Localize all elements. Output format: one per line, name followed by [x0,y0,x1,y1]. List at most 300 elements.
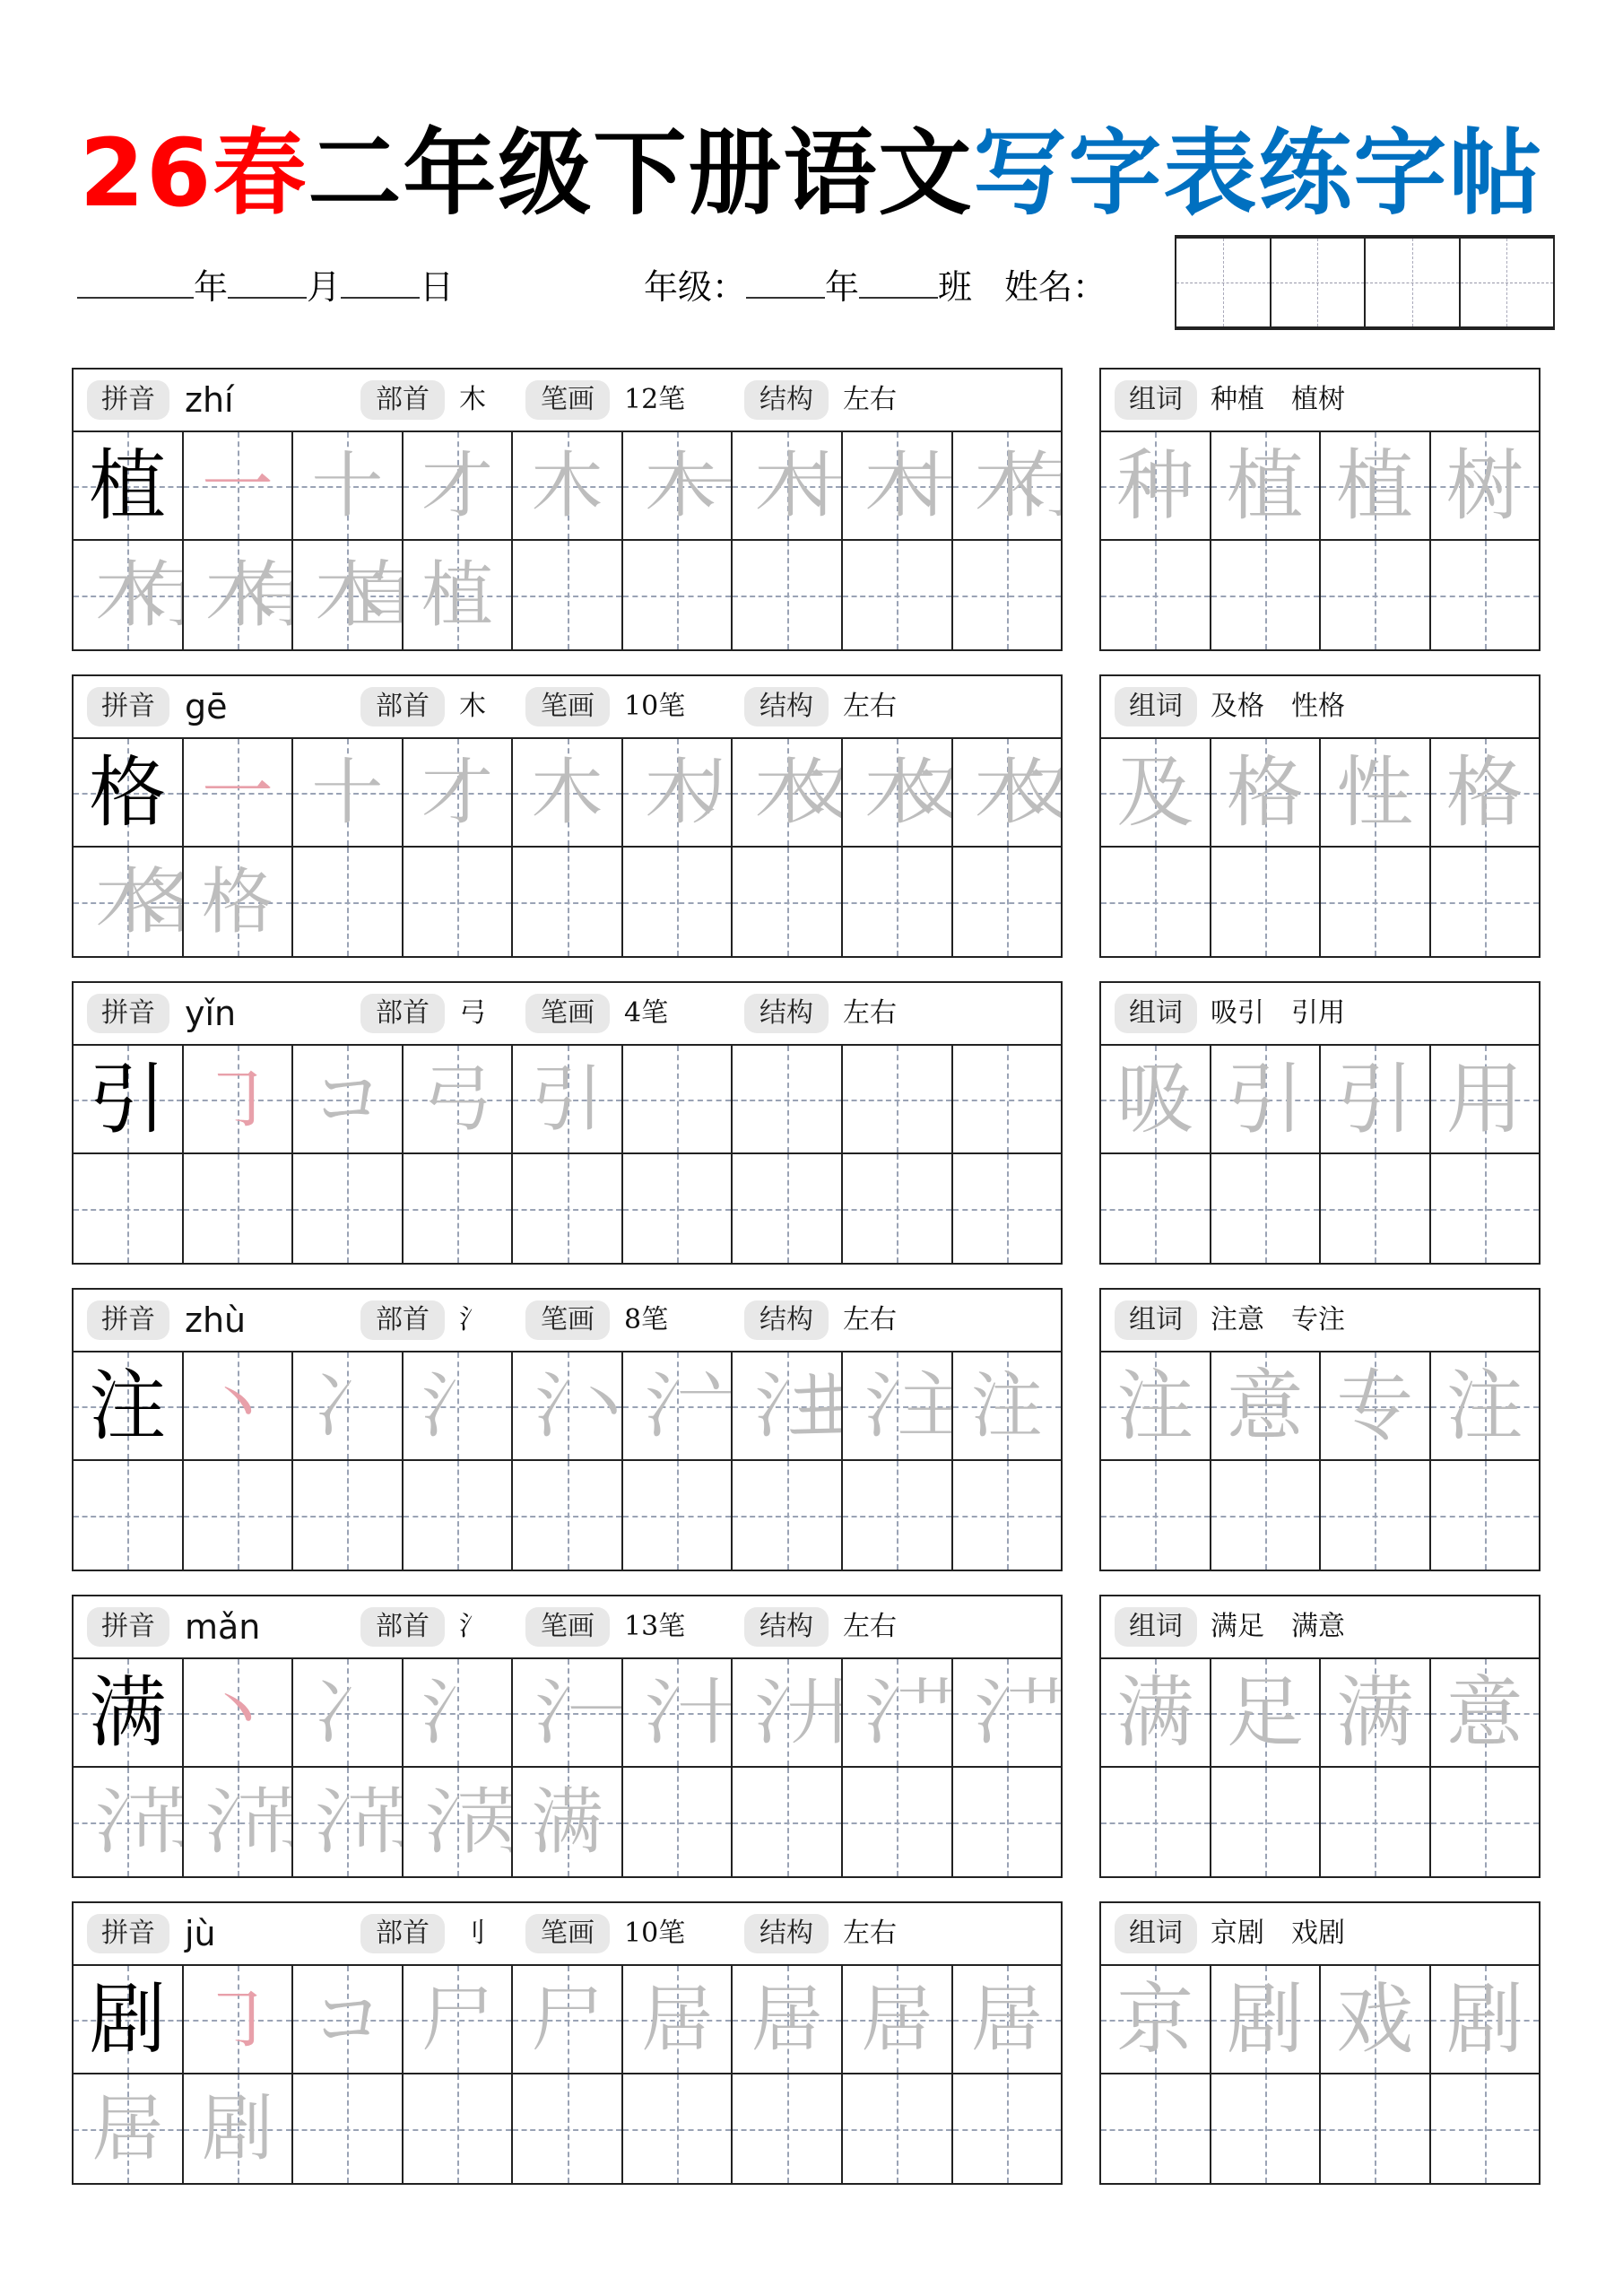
stroke-order-cell [953,1352,1062,1459]
stroke-step-glyph: 冫 [311,1670,384,1754]
practice-cell[interactable] [1431,1768,1540,1876]
word-trace-char: 引 [1336,1054,1414,1144]
practice-cell[interactable] [953,2074,1062,2183]
model-char-cell [74,1352,184,1459]
title-sub: 写字表练字帖 [973,118,1544,228]
day-label: 日 [420,267,455,307]
stroke-step-glyph: 十 [311,443,384,527]
word-trace-char: 吸 [1116,1054,1194,1144]
stroke-order-cell [293,432,404,539]
word-trace-char: 专 [1336,1361,1414,1451]
practice-cell[interactable] [953,1046,1062,1152]
stroke-step-glyph: 引 [531,1057,603,1141]
stroke-order-cell [843,432,953,539]
word-trace-cell [1211,739,1322,846]
structure-value: 左右 [843,691,897,722]
stroke-order-cell [184,1768,294,1876]
pinyin-value: mǎn [185,1607,261,1647]
grid-row [1101,1768,1539,1876]
model-char: 引 [89,1054,167,1144]
stroke-order-cell [953,1966,1062,2073]
stroke-order-cell [404,1659,514,1766]
practice-cell[interactable] [1321,541,1431,649]
grid-row [1101,848,1539,956]
stroke-order-cell [733,1659,843,1766]
practice-cell[interactable] [843,2074,953,2183]
grid-row [74,541,1061,649]
stroke-step-glyph: 木各 [95,859,161,944]
practice-cell[interactable] [293,2074,404,2183]
year-blank[interactable] [77,261,194,299]
stroke-step-glyph: コ [311,1977,384,2061]
stroke-step-glyph: 木夂 [754,750,820,834]
practice-cell[interactable] [1431,848,1540,956]
name-box[interactable] [1270,239,1365,326]
practice-cell[interactable] [404,2074,514,2183]
stroke-order-cell [953,432,1062,539]
word-trace-cell [1101,1046,1211,1152]
structure-label: 结构 [744,1300,829,1340]
grid-row [74,1352,1061,1461]
radical-label: 部首 [360,1914,445,1953]
practice-cell[interactable] [953,848,1062,956]
structure-value: 左右 [843,1918,897,1949]
grid-row [1101,541,1539,649]
stroke-order-cell [953,1659,1062,1766]
word-trace-char: 意 [1445,1667,1523,1758]
stroke-step-glyph: 注 [970,1363,1043,1448]
stroke-order-cell [733,1352,843,1459]
word-practice-block [1099,981,1541,1265]
stroke-step-glyph: 尸 [421,1977,493,2061]
radical-value: 刂 [459,1918,486,1949]
model-char-cell [74,1966,184,2073]
word-trace-char: 注 [1116,1361,1194,1451]
grid-row [74,1659,1061,1768]
radical-value: 氵 [459,1611,486,1642]
practice-cell[interactable] [843,541,953,649]
practice-cell[interactable] [1101,1461,1211,1570]
word-trace-cell [1431,1046,1540,1152]
grade-blank[interactable] [746,261,825,299]
practice-cell[interactable] [1101,848,1211,956]
practice-cell[interactable] [74,1461,184,1570]
structure-value: 左右 [843,384,897,415]
word-trace-char: 性 [1336,747,1414,838]
stroke-order-cell [293,1768,404,1876]
practice-cell[interactable] [1431,1154,1540,1263]
practice-cell[interactable] [843,1154,953,1263]
practice-cell[interactable] [733,848,843,956]
stroke-order-cell [623,739,733,846]
stroke-step-glyph: 十 [311,750,384,834]
practice-cell[interactable] [733,1154,843,1263]
stroke-order-cell [184,1046,294,1152]
practice-cell[interactable] [623,2074,733,2183]
model-char: 植 [89,440,167,531]
grid-row [74,2074,1061,2183]
stroke-order-cell [953,739,1062,846]
practice-cell[interactable] [733,1768,843,1876]
practice-cell[interactable] [1211,848,1322,956]
strokes-value: 8笔 [624,1304,669,1335]
grid-row [74,848,1061,956]
word-trace-char: 引 [1226,1054,1304,1144]
stroke-step-glyph: 氵𠀎 [754,1363,820,1448]
stroke-step-glyph: 居 [861,1977,933,2061]
name-box[interactable] [1364,239,1459,326]
model-char-cell [74,1046,184,1152]
stroke-order-cell [184,541,294,649]
stroke-order-cell [623,1352,733,1459]
practice-cell[interactable] [623,1461,733,1570]
practice-cell[interactable] [1211,2074,1322,2183]
word-trace-cell [1321,739,1431,846]
date-line [77,260,454,314]
class-blank[interactable] [859,261,938,299]
stroke-step-glyph: 木十 [864,443,930,527]
name-box[interactable] [1175,239,1270,326]
stroke-step-glyph: コ [311,1057,384,1141]
model-char: 满 [89,1667,167,1758]
stroke-order-cell [184,1352,294,1459]
practice-cell[interactable] [1211,1154,1322,1263]
stroke-order-cell [293,1659,404,1766]
stroke-step-glyph: 木夂 [974,750,1039,834]
practice-cell[interactable] [184,1154,294,1263]
word-trace-char: 戏 [1336,1974,1414,2065]
char-practice-block [72,1901,1063,2185]
pinyin-label: 拼音 [87,1300,169,1340]
grid-row [1101,1461,1539,1570]
stroke-order-cell [513,1966,623,2073]
char-info-header [74,1290,1061,1352]
word-trace-cell [1211,1352,1322,1459]
practice-cell[interactable] [953,1154,1062,1263]
practice-cell[interactable] [513,541,623,649]
practice-cell[interactable] [1321,1154,1431,1263]
grid-row [74,1461,1061,1570]
stroke-order-cell [733,739,843,846]
pinyin-label: 拼音 [87,994,169,1033]
stroke-order-cell [623,1966,733,2073]
practice-cell[interactable] [1101,1154,1211,1263]
word-trace-cell [1321,1966,1431,2073]
stroke-step-glyph: 木冇 [95,552,161,637]
pinyin-value: gē [185,687,228,726]
stroke-order-cell [623,1659,733,1766]
word-trace-char: 足 [1226,1667,1304,1758]
practice-cell[interactable] [733,541,843,649]
char-info-header [74,1903,1061,1966]
structure-label: 结构 [744,687,829,726]
practice-cell[interactable] [513,1461,623,1570]
practice-cell[interactable] [404,1461,514,1570]
practice-cell[interactable] [1211,1461,1322,1570]
practice-cell[interactable] [74,1154,184,1263]
stroke-order-cell [404,1352,514,1459]
stroke-step-glyph: 弓 [421,1057,493,1141]
practice-cell[interactable] [623,848,733,956]
char-practice-block [72,674,1063,958]
words-label: 组词 [1115,687,1197,726]
strokes-value: 12笔 [624,384,686,415]
practice-cell[interactable] [1321,2074,1431,2183]
practice-cell[interactable] [1431,541,1540,649]
word-trace-cell [1211,1046,1322,1152]
pinyin-value: zhù [185,1300,247,1340]
strokes-label: 笔画 [525,380,610,420]
stroke-step-glyph: 才 [421,750,493,834]
model-char: 剧 [89,1974,167,2065]
words-value: 京剧 戏剧 [1211,1918,1345,1949]
pinyin-label: 拼音 [87,1607,169,1647]
practice-cell[interactable] [1321,1461,1431,1570]
class-label: 班 [938,267,973,307]
word-trace-cell [1211,1966,1322,2073]
stroke-order-cell [513,1046,623,1152]
practice-cell[interactable] [1101,1768,1211,1876]
word-trace-cell [1321,1046,1431,1152]
stroke-order-cell [293,1046,404,1152]
stroke-order-cell [293,739,404,846]
strokes-value: 4笔 [624,997,669,1029]
grid-row [1101,739,1539,848]
year-label: 年 [194,267,229,307]
char-practice-block [72,1595,1063,1878]
radical-label: 部首 [360,994,445,1033]
model-char-cell [74,432,184,539]
stroke-order-cell [293,1352,404,1459]
title-main: 二年级下册语文 [308,118,974,228]
practice-cell[interactable] [623,1046,733,1152]
practice-cell[interactable] [1431,1461,1540,1570]
practice-cell[interactable] [953,1461,1062,1570]
practice-cell[interactable] [1211,1768,1322,1876]
name-box[interactable] [1459,239,1556,326]
word-trace-cell [1321,1659,1431,1766]
stroke-order-cell [74,1768,184,1876]
model-char-cell [74,739,184,846]
radical-value: 木 [459,691,486,722]
stroke-order-cell [513,1352,623,1459]
word-trace-char: 格 [1445,747,1523,838]
practice-cell[interactable] [843,1461,953,1570]
stroke-step-glyph: 一 [201,443,273,527]
word-trace-char: 剧 [1226,1974,1304,2065]
stroke-step-glyph: 植 [421,552,493,637]
radical-label: 部首 [360,1607,445,1647]
name-label: 姓名： [1004,267,1107,307]
words-label: 组词 [1115,994,1197,1033]
class-line [644,260,1107,314]
stroke-order-cell [184,1659,294,1766]
pinyin-label: 拼音 [87,380,169,420]
stroke-step-glyph: 木冇 [974,443,1039,527]
grid-row [74,1154,1061,1263]
stroke-order-cell [184,2074,294,2183]
radical-label: 部首 [360,1300,445,1340]
radical-value: 木 [459,384,486,415]
stroke-step-glyph: 满 [531,1779,603,1864]
word-header [1101,1596,1539,1659]
strokes-label: 笔画 [525,687,610,726]
stroke-step-glyph: 剧 [201,2086,273,2170]
stroke-order-cell [843,1352,953,1459]
page-title [0,115,1623,231]
stroke-step-glyph: 氵芇 [315,1779,380,1864]
stroke-order-cell [404,739,514,846]
practice-cell[interactable] [404,1154,514,1263]
word-header [1101,1290,1539,1352]
stroke-step-glyph: 氵廾 [754,1670,820,1754]
word-trace-char: 及 [1116,747,1194,838]
grid-row [74,1768,1061,1876]
practice-cell[interactable] [843,1046,953,1152]
strokes-value: 13笔 [624,1611,686,1642]
stroke-step-glyph: ㇆ [201,1977,273,2061]
words-value: 满足 满意 [1211,1611,1345,1642]
word-header [1101,676,1539,739]
stroke-order-cell [733,1966,843,2073]
practice-cell[interactable] [1321,1768,1431,1876]
stroke-order-cell [404,1768,514,1876]
word-trace-char: 注 [1445,1361,1523,1451]
stroke-step-glyph: 氵艹 [974,1670,1039,1754]
stroke-step-glyph: 氵芇 [95,1779,161,1864]
strokes-value: 10笔 [624,1918,686,1949]
stroke-order-cell [74,2074,184,2183]
stroke-step-glyph: 居 [91,2086,164,2170]
stroke-order-cell [404,541,514,649]
grid-row [1101,1352,1539,1461]
words-label: 组词 [1115,1607,1197,1647]
practice-cell[interactable] [184,1461,294,1570]
stroke-step-glyph: 才 [421,443,493,527]
grid-row [1101,1046,1539,1154]
structure-value: 左右 [843,997,897,1029]
structure-value: 左右 [843,1304,897,1335]
grid-row [1101,1659,1539,1768]
stroke-order-cell [74,541,184,649]
word-trace-cell [1101,432,1211,539]
word-trace-cell [1321,432,1431,539]
word-practice-block [1099,1288,1541,1571]
practice-cell[interactable] [293,1461,404,1570]
practice-cell[interactable] [293,1154,404,1263]
stroke-order-cell [184,1966,294,2073]
stroke-order-cell [184,432,294,539]
char-info-header [74,370,1061,432]
practice-cell[interactable] [953,1768,1062,1876]
practice-cell[interactable] [513,1154,623,1263]
practice-cell[interactable] [843,848,953,956]
words-label: 组词 [1115,1300,1197,1340]
word-header [1101,370,1539,432]
practice-cell[interactable] [293,848,404,956]
name-boxes[interactable] [1175,235,1555,330]
practice-cell[interactable] [623,1154,733,1263]
month-blank[interactable] [228,261,307,299]
grid-row [74,1966,1061,2074]
pinyin-value: yǐn [185,994,237,1033]
practice-cell[interactable] [733,1046,843,1152]
stroke-step-glyph: 氵亠 [645,1363,710,1448]
month-label: 月 [307,267,342,307]
stroke-order-cell [843,1659,953,1766]
word-trace-cell [1211,1659,1322,1766]
pinyin-value: zhí [185,380,234,420]
pinyin-label: 拼音 [87,1914,169,1953]
practice-cell[interactable] [513,2074,623,2183]
stroke-step-glyph: 居 [751,1977,823,2061]
strokes-value: 10笔 [624,691,686,722]
stroke-step-glyph: 氵艹 [864,1670,930,1754]
radical-value: 弓 [459,997,486,1029]
stroke-order-cell [843,739,953,846]
grade-year-label: 年 [825,267,860,307]
word-trace-cell [1431,1352,1540,1459]
pinyin-label: 拼音 [87,687,169,726]
practice-cell[interactable] [953,541,1062,649]
practice-cell[interactable] [623,1768,733,1876]
stroke-step-glyph: 氵苪 [424,1779,490,1864]
word-header [1101,983,1539,1046]
practice-cell[interactable] [1211,541,1322,649]
grid-row [74,1046,1061,1154]
stroke-step-glyph: 木丿 [645,750,710,834]
practice-cell[interactable] [733,2074,843,2183]
practice-cell[interactable] [733,1461,843,1570]
stroke-order-cell [293,541,404,649]
stroke-step-glyph: 氵一 [534,1670,600,1754]
char-info-header [74,676,1061,739]
stroke-order-cell [623,432,733,539]
stroke-step-glyph: 格 [201,859,273,944]
practice-cell[interactable] [404,848,514,956]
stroke-order-cell [733,432,843,539]
practice-cell[interactable] [1321,848,1431,956]
practice-cell[interactable] [1101,541,1211,649]
stroke-order-cell [513,432,623,539]
practice-cell[interactable] [513,848,623,956]
word-practice-block [1099,1595,1541,1878]
stroke-step-glyph: 丶 [201,1670,273,1754]
word-trace-char: 格 [1226,747,1304,838]
stroke-order-cell [843,1966,953,2073]
practice-cell[interactable] [1101,2074,1211,2183]
practice-cell[interactable] [1431,2074,1540,2183]
day-blank[interactable] [341,261,420,299]
char-practice-block [72,981,1063,1265]
radical-label: 部首 [360,380,445,420]
word-trace-char: 意 [1226,1361,1304,1451]
words-value: 注意 专注 [1211,1304,1345,1335]
stroke-step-glyph: 木一 [645,443,710,527]
stroke-step-glyph: 氵 [421,1670,493,1754]
word-trace-char: 植 [1226,440,1304,531]
stroke-order-cell [404,432,514,539]
strokes-label: 笔画 [525,1300,610,1340]
word-trace-char: 满 [1116,1667,1194,1758]
model-char-cell [74,1659,184,1766]
grid-row [1101,2074,1539,2183]
word-trace-cell [1431,432,1540,539]
word-trace-cell [1431,1966,1540,2073]
stroke-step-glyph: 木十 [754,443,820,527]
practice-cell[interactable] [843,1768,953,1876]
practice-cell[interactable] [623,541,733,649]
